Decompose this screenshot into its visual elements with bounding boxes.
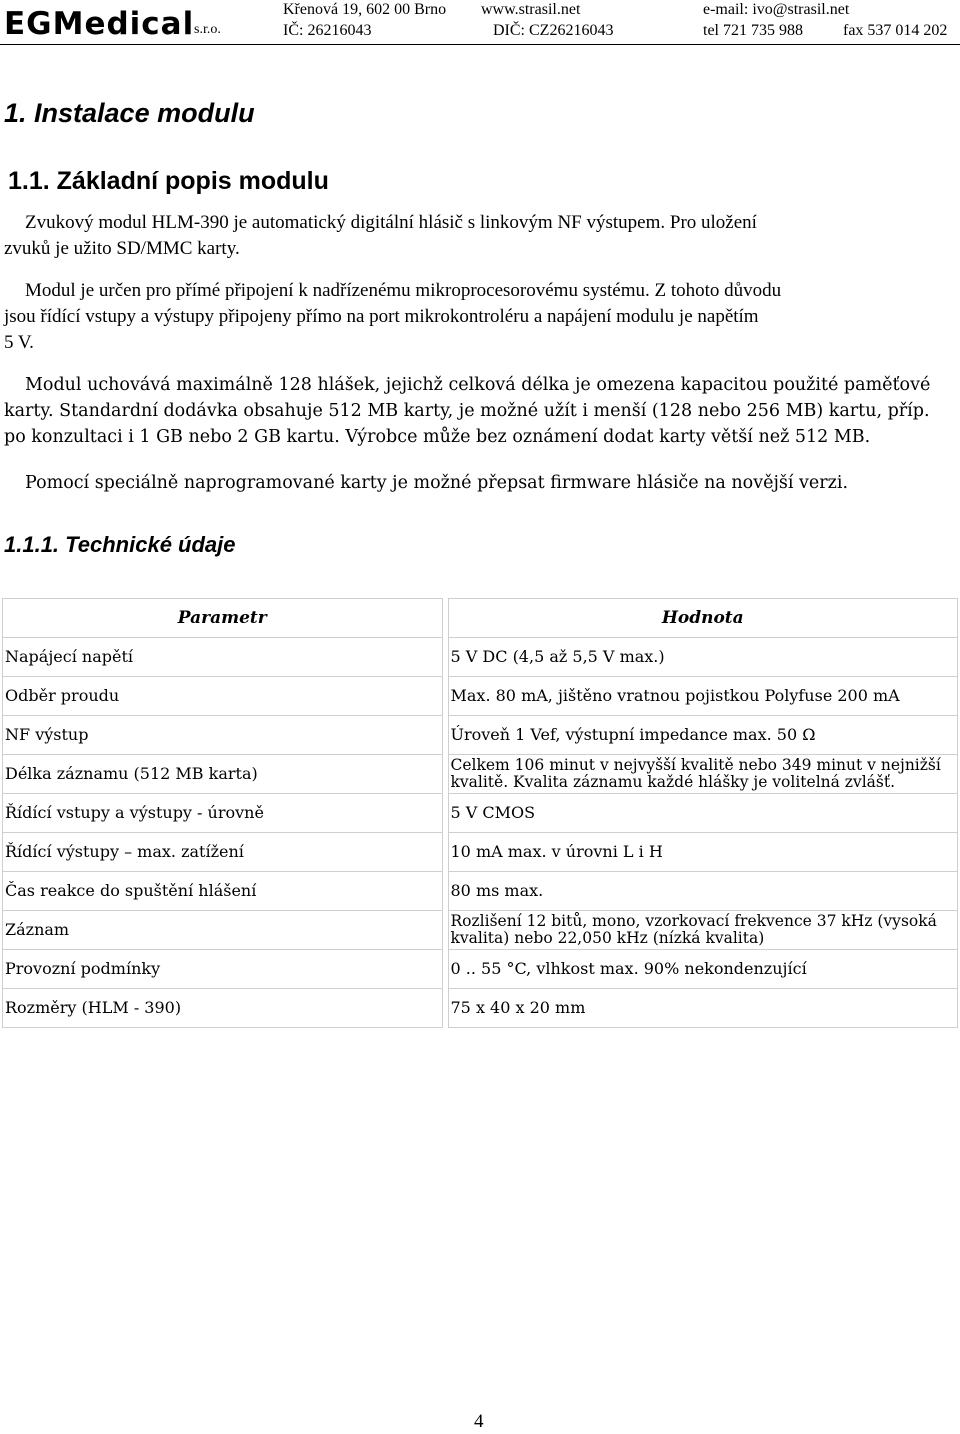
heading-1: 1. Instalace modulu (4, 98, 255, 128)
column-header-parametr: Parametr (3, 599, 443, 638)
table-row (3, 950, 958, 989)
header-tel: tel 721 735 988 (703, 22, 803, 39)
header-web-link[interactable]: www.strasil.net (481, 1, 581, 18)
value-cell: Celkem 106 minut v nejvyšší kvalitě nebo 349 minut v nejnižší kvalitě. Kvalita záznamu každé hlášky je volitelná zvlášť. (448, 755, 958, 794)
paragraph-line: Pomocí speciálně naprogramované karty je možné přepsat firmware hlásiče na novější verzi. (25, 473, 849, 493)
param-cell: Řídící výstupy – max. zatížení (3, 833, 443, 872)
table-row (3, 755, 958, 794)
value-cell: 75 x 40 x 20 mm (448, 989, 958, 1028)
param-cell: Čas reakce do spuštění hlášení (3, 872, 443, 911)
param-cell: NF výstup (3, 716, 443, 755)
value-cell: Úroveň 1 Vef, výstupní impedance max. 50 Ω (448, 716, 958, 755)
paragraph-line: po konzultaci i 1 GB nebo 2 GB kartu. Výrobce může bez oznámení dodat karty větší než 512 MB. (4, 427, 871, 447)
heading-1-1-1: 1.1.1. Technické údaje (4, 532, 236, 557)
paragraph-connection (4, 278, 959, 356)
header-ic: IČ: 26216043 (283, 22, 372, 39)
paragraph-line: jsou řídící vstupy a výstupy připojeny přímo na port mikrokontroléru a napájení modulu je napětím (4, 306, 759, 327)
value-cell: 80 ms max. (448, 872, 958, 911)
param-cell: Rozměry (HLM - 390) (3, 989, 443, 1028)
company-logo-suffix: s.r.o. (194, 22, 221, 37)
param-cell: Odběr proudu (3, 677, 443, 716)
table-row (3, 677, 958, 716)
table-row (3, 989, 958, 1028)
header-address: Křenová 19, 602 00 Brno (283, 1, 447, 18)
paragraph-line: 5 V. (4, 332, 34, 353)
paragraph-line: zvuků je užito SD/MMC karty. (4, 238, 240, 259)
paragraph-intro (4, 210, 959, 262)
tech-specs-table (2, 598, 958, 1028)
param-cell: Řídící vstupy a výstupy - úrovně (3, 794, 443, 833)
table-row (3, 716, 958, 755)
table-row (3, 794, 958, 833)
value-cell: 10 mA max. v úrovni L i H (448, 833, 958, 872)
value-cell: Rozlišení 12 bitů, mono, vzorkovací frekvence 37 kHz (vysoká kvalita) nebo 22,050 kHz (nízká kvalita) (448, 911, 958, 950)
value-cell: Max. 80 mA, jištěno vratnou pojistkou Polyfuse 200 mA (448, 677, 958, 716)
param-cell: Záznam (3, 911, 443, 950)
paragraph-firmware (4, 470, 959, 496)
param-cell: Provozní podmínky (3, 950, 443, 989)
value-cell: 5 V DC (4,5 až 5,5 V max.) (448, 638, 958, 677)
company-logo: EGMedical (4, 6, 195, 42)
table-header-row (3, 599, 958, 638)
header-email-link[interactable]: e-mail: ivo@strasil.net (703, 1, 850, 18)
paragraph-line: Modul uchovává maximálně 128 hlášek, jejichž celková délka je omezena kapacitou použité paměťové (25, 375, 931, 395)
heading-1-1: 1.1. Základní popis modulu (8, 167, 329, 195)
table-row (3, 911, 958, 950)
paragraph-line: Modul je určen pro přímé připojení k nadřízenému mikroprocesorovému systému. Z tohoto důvodu (25, 280, 782, 301)
paragraph-line: Zvukový modul HLM-390 je automatický digitální hlásič s linkovým NF výstupem. Pro uložení (25, 212, 757, 233)
table-row (3, 833, 958, 872)
header-fax: fax 537 014 202 (843, 22, 948, 39)
header-dic: DIČ: CZ26216043 (493, 22, 614, 39)
page-number: 4 (474, 1411, 484, 1432)
paragraph-capacity (4, 372, 959, 450)
table-row (3, 638, 958, 677)
paragraph-line: karty. Standardní dodávka obsahuje 512 MB karty, je možné užít i menší (128 nebo 256 MB) kartu, příp. (4, 401, 930, 421)
header-divider (0, 44, 960, 45)
column-header-hodnota: Hodnota (448, 599, 958, 638)
value-cell: 0 .. 55 °C, vlhkost max. 90% nekondenzující (448, 950, 958, 989)
param-cell: Napájecí napětí (3, 638, 443, 677)
table-row (3, 872, 958, 911)
param-cell: Délka záznamu (512 MB karta) (3, 755, 443, 794)
value-cell: 5 V CMOS (448, 794, 958, 833)
